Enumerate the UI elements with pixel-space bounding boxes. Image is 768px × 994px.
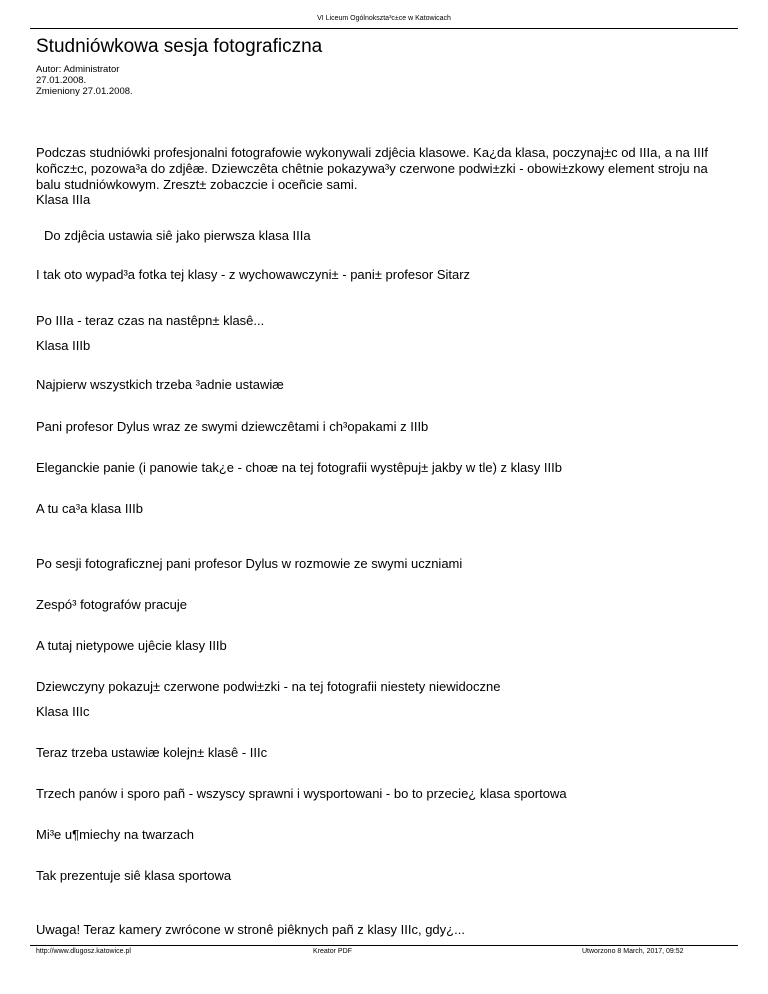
caption-paragraph: Po IIIa - teraz czas na nastêpn± klasê...: [36, 313, 265, 328]
caption-paragraph: Tak prezentuje siê klasa sportowa: [36, 868, 232, 883]
footer-url: http://www.dlugosz.katowice.pl: [36, 948, 131, 955]
caption-paragraph: Uwaga! Teraz kamery zwrócone w stronê piêknych pañ z klasy IIIc, gdy¿...: [36, 922, 465, 937]
caption-paragraph: A tu ca³a klasa IIIb: [36, 501, 143, 516]
caption-paragraph: I tak oto wypad³a fotka tej klasy - z wychowawczyni± - pani± profesor Sitarz: [36, 267, 471, 282]
intro-paragraph: Podczas studniówki profesjonalni fotografowie wykonywali zdjêcia klasowe. Ka¿da klasa, poczynaj±c od IIIa, a na IIIf koñcz±c, pozowa³a do zdjêæ. Dziewczêta chêtnie pokazywa³y czerwone podwi±zki - obowi±zkowy element stroju na balu studniówkowym. Zreszt± zobaczcie i oceñcie sami.: [36, 145, 708, 192]
footer-divider: [30, 945, 738, 946]
caption-paragraph: Pani profesor Dylus wraz ze swymi dziewczêtami i ch³opakami z IIIb: [36, 419, 429, 434]
footer-creator: Kreator PDF: [313, 948, 352, 955]
caption-paragraph: Do zdjêcia ustawia siê jako pierwsza klasa IIIa: [44, 228, 311, 243]
author-line: Autor: Administrator: [36, 64, 120, 75]
article-title: Studniówkowa sesja fotograficzna: [36, 36, 323, 57]
article-meta: [36, 64, 133, 97]
caption-paragraph: Po sesji fotograficznej pani profesor Dylus w rozmowie ze swymi uczniami: [36, 556, 463, 571]
running-header: VI Liceum Ogólnokszta³c±ce w Katowicach: [317, 15, 451, 22]
footer-created-date: Utworzono 8 March, 2017, 09:52: [582, 948, 684, 955]
caption-paragraph: Mi³e u¶miechy na twarzach: [36, 827, 194, 842]
caption-paragraph: Zespó³ fotografów pracuje: [36, 597, 188, 612]
caption-paragraph: A tutaj nietypowe ujêcie klasy IIIb: [36, 638, 227, 653]
date-line: 27.01.2008.: [36, 75, 87, 86]
section-heading-iiib: Klasa IIIb: [36, 338, 91, 353]
caption-paragraph: Dziewczyny pokazuj± czerwone podwi±zki - na tej fotografii niestety niewidoczne: [36, 679, 501, 694]
caption-paragraph: Teraz trzeba ustawiæ kolejn± klasê - IIIc: [36, 745, 268, 760]
modified-line: Zmieniony 27.01.2008.: [36, 86, 133, 97]
caption-paragraph: Trzech panów i sporo pañ - wszyscy sprawni i wysportowani - bo to przecie¿ klasa sportowa: [36, 786, 567, 801]
section-heading-iiic: Klasa IIIc: [36, 704, 90, 719]
caption-paragraph: Najpierw wszystkich trzeba ³adnie ustawiæ: [36, 377, 284, 392]
header-divider: [30, 28, 738, 29]
section-heading-iiia: Klasa IIIa: [36, 192, 91, 207]
caption-paragraph: Eleganckie panie (i panowie tak¿e - choæ na tej fotografii wystêpuj± jakby w tle) z klasy IIIb: [36, 460, 562, 475]
